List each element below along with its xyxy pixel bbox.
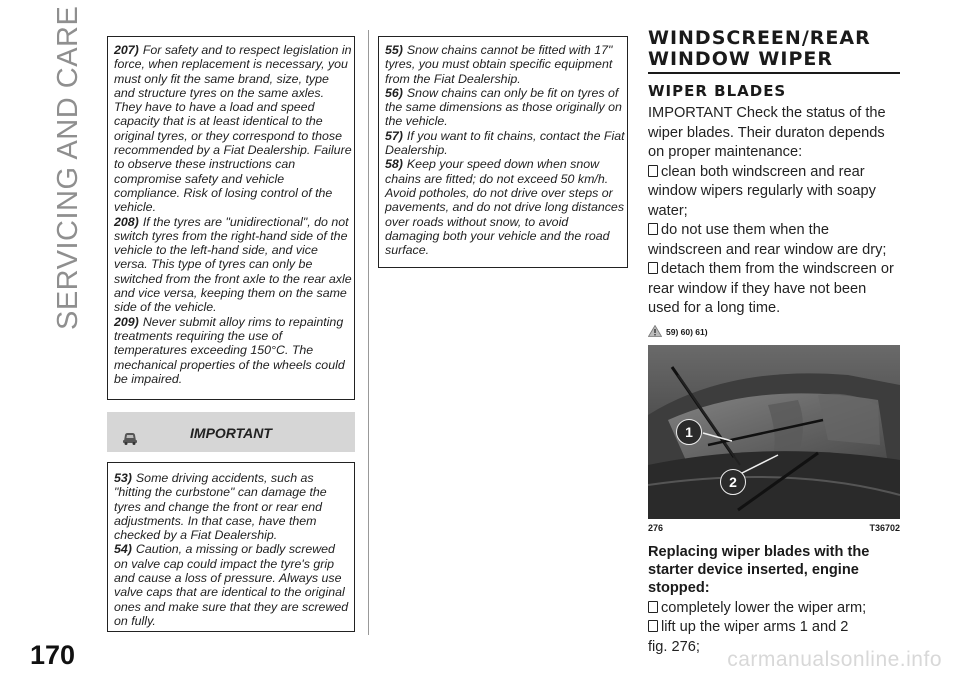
warning-triangle-icon (648, 325, 662, 339)
important-header (107, 412, 355, 452)
subheading: WIPER BLADES (648, 82, 787, 100)
figure-reference: fig. 276; (648, 638, 700, 655)
note-207: 207) For safety and to respect legislation in force, when replacement is necessary, you must only fit the same brand, size, type and structure tyres on the same axles. They have to have a load and speed capacity that is at least identical to the original tyres, or they correspond to those recommended by a Fiat Dealership. Failure to observe these instructions can compromise safety and vehicle compliance. Risk of losing control of the vehicle. (114, 43, 352, 215)
note-208: 208) If the tyres are "unidirectional", do not switch tyres from the right-hand side of the vehicle to the left-hand side, and vice versa. This type of tyres can only be switched from the front axle to the rear axle and vice versa, keeping them on the same side of the vehicle. (114, 214, 352, 315)
figure-code: T36702 (869, 522, 900, 533)
bullet-item: do not use them when the windscreen and rear window are dry; (648, 222, 887, 258)
watermark: carmanualsonline.info (727, 648, 942, 671)
warning-refs: 59) 60) 61) (648, 325, 900, 339)
snow-chain-notes-box (378, 36, 628, 268)
note-53: 53) Some driving accidents, such as "hitting the curbstone" can damage the tyres and change the front or rear end adjustments. In that case, have them checked by a Fiat Dealership. (114, 471, 327, 543)
figure-number: 276 (648, 522, 664, 533)
note-58: 58) Keep your speed down when snow chains are fitted; do not exceed 50 km/h. Avoid potholes, do not drive over steps or pavements, and do not drive long distances over roads without snow, to avoid damaging both your vehicle and the road surface. (385, 157, 625, 258)
wiper-section (648, 28, 900, 657)
intro-text: IMPORTANT Check the status of the wiper blades. Their duraton depends on proper maintenance: (648, 105, 886, 160)
bullet-item: clean both windscreen and rear window wipers regularly with soapy water; (648, 163, 876, 219)
checkbox-bullet-icon (648, 165, 658, 177)
checkbox-bullet-icon (648, 620, 658, 632)
important-title: IMPORTANT (190, 425, 272, 441)
note-56: 56) Snow chains can only be fit on tyres of the same dimensions as those originally on the vehicle. (385, 85, 622, 129)
tyre-notes-box (107, 36, 355, 400)
important-notes-box (107, 462, 355, 632)
wiper-figure (648, 345, 900, 519)
note-57: 57) If you want to fit chains, contact the Fiat Dealership. (385, 128, 625, 158)
checkbox-bullet-icon (648, 262, 658, 274)
step-item: lift up the wiper arms 1 and 2 (648, 618, 900, 638)
checkbox-bullet-icon (648, 601, 658, 613)
callout-2: 2 (720, 469, 746, 495)
section-title: SERVICING AND CARE (52, 5, 84, 330)
step-item: completely lower the wiper arm; (648, 599, 900, 619)
replacing-heading: Replacing wiper blades with the starter device inserted, engine stopped: (648, 543, 870, 596)
column-divider (368, 30, 369, 635)
checkbox-bullet-icon (648, 223, 658, 235)
page-number: 170 (30, 640, 76, 670)
bullet-item: detach them from the windscreen or rear window if they have not been used for a long time. (648, 261, 894, 316)
note-54: 54) Caution, a missing or badly screwed on valve cap could impact the tyre's grip and cause a loss of pressure. Always use valve caps that are identical to the original ones and make sure that they are screwed on fully. (114, 542, 349, 628)
note-55: 55) Snow chains cannot be fitted with 17" tyres, you must obtain specific equipment from the Fiat Dealership. (385, 43, 613, 86)
figure-caption (648, 523, 900, 533)
section-heading: WINDSCREEN/REAR WINDOW WIPER (648, 28, 900, 74)
note-209: 209) Never submit alloy rims to repainting treatments requiring the use of temperatures exceeding 150°C. The mechanical properties of the wheels could be impaired. (114, 314, 345, 386)
callout-1: 1 (676, 419, 702, 445)
